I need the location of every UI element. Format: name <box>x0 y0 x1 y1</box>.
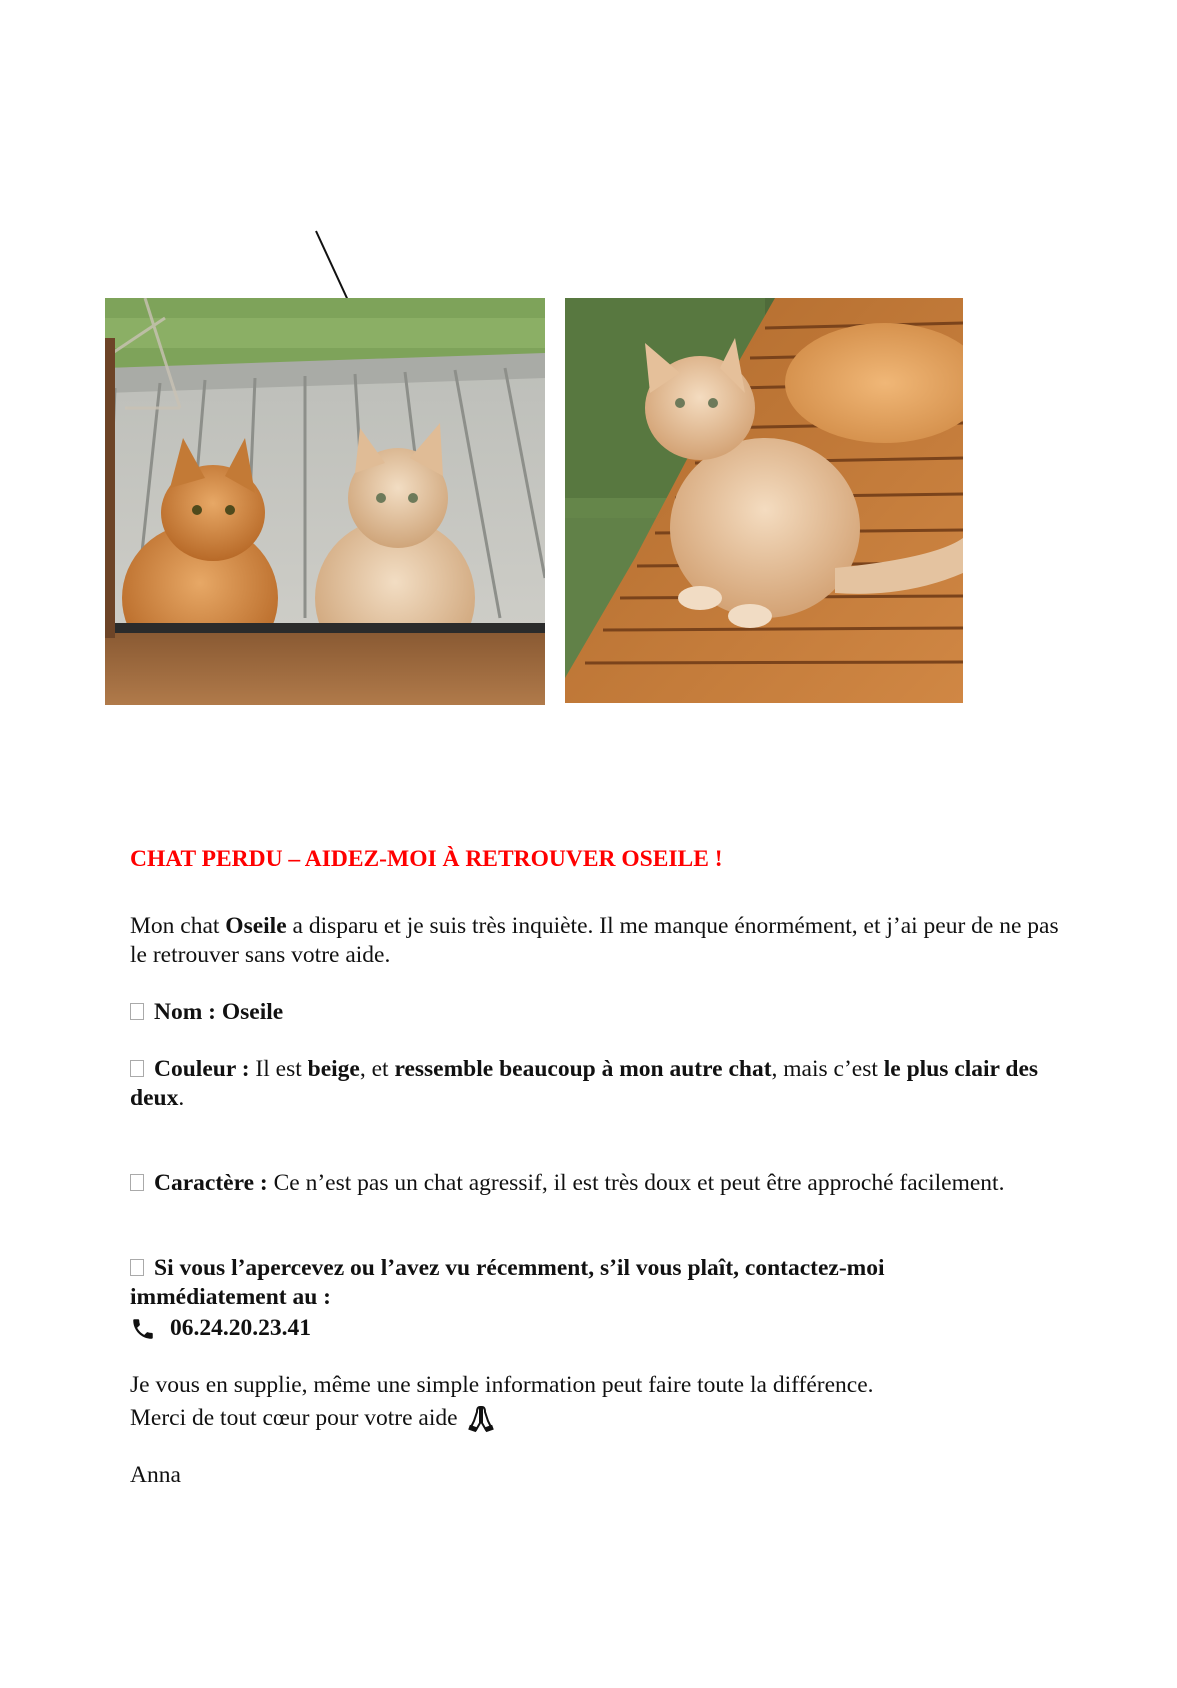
photo-cat-on-bench <box>565 298 963 703</box>
phone-icon <box>130 1316 156 1342</box>
intro-paragraph <box>130 912 1060 970</box>
color-bold-2: ressemble beaucoup à mon autre chat <box>394 1056 772 1082</box>
signature: Anna <box>130 1462 181 1488</box>
color-bold-1: beige <box>307 1056 360 1082</box>
contact-line <box>130 1254 960 1312</box>
phone-number[interactable]: 06.24.20.23.41 <box>170 1315 311 1341</box>
name-label: Nom : Oseile <box>154 999 284 1025</box>
bullet-box-icon <box>130 1259 144 1276</box>
bullet-box-icon <box>130 1003 144 1020</box>
character-text: Ce n’est pas un chat agressif, il est très doux et peut être approché facilement. <box>267 1170 1005 1196</box>
bullet-box-icon <box>130 1060 144 1077</box>
color-text-1: Il est <box>249 1056 308 1082</box>
cat-name: Oseile <box>225 913 287 939</box>
name-line <box>130 998 1060 1027</box>
closing-line-2 <box>130 1403 1060 1433</box>
praying-hands-icon <box>466 1403 496 1433</box>
bullet-box-icon <box>130 1174 144 1191</box>
color-bold-3: le plus clair des deux <box>130 1056 1039 1111</box>
intro-pre: Mon chat <box>130 913 226 939</box>
character-label: Caractère : <box>154 1170 268 1196</box>
color-label: Couleur : <box>154 1056 250 1082</box>
intro-post: a disparu et je suis très inquiète. Il me manque énormément, et j’ai peur de ne pas le retrouver sans votre aide. <box>130 913 1059 968</box>
contact-text: Si vous l’apercevez ou l’avez vu récemment, s’il vous plaît, contactez-moi immédiatement au : <box>130 1255 885 1310</box>
flyer-text <box>130 845 1060 1490</box>
photo-two-cats <box>105 298 545 705</box>
flyer-title: CHAT PERDU – AIDEZ-MOI À RETROUVER OSEILE ! <box>130 846 723 872</box>
phone-row <box>130 1314 1060 1343</box>
color-text-2: , et <box>359 1056 395 1082</box>
color-text-3: , mais c’est <box>771 1056 884 1082</box>
character-line <box>130 1169 1060 1198</box>
color-line <box>130 1055 1060 1113</box>
thanks-text: Merci de tout cœur pour votre aide <box>130 1404 458 1431</box>
closing-line-1: Je vous en supplie, même une simple information peut faire toute la différence. <box>130 1372 874 1398</box>
color-text-4: . <box>178 1085 185 1111</box>
